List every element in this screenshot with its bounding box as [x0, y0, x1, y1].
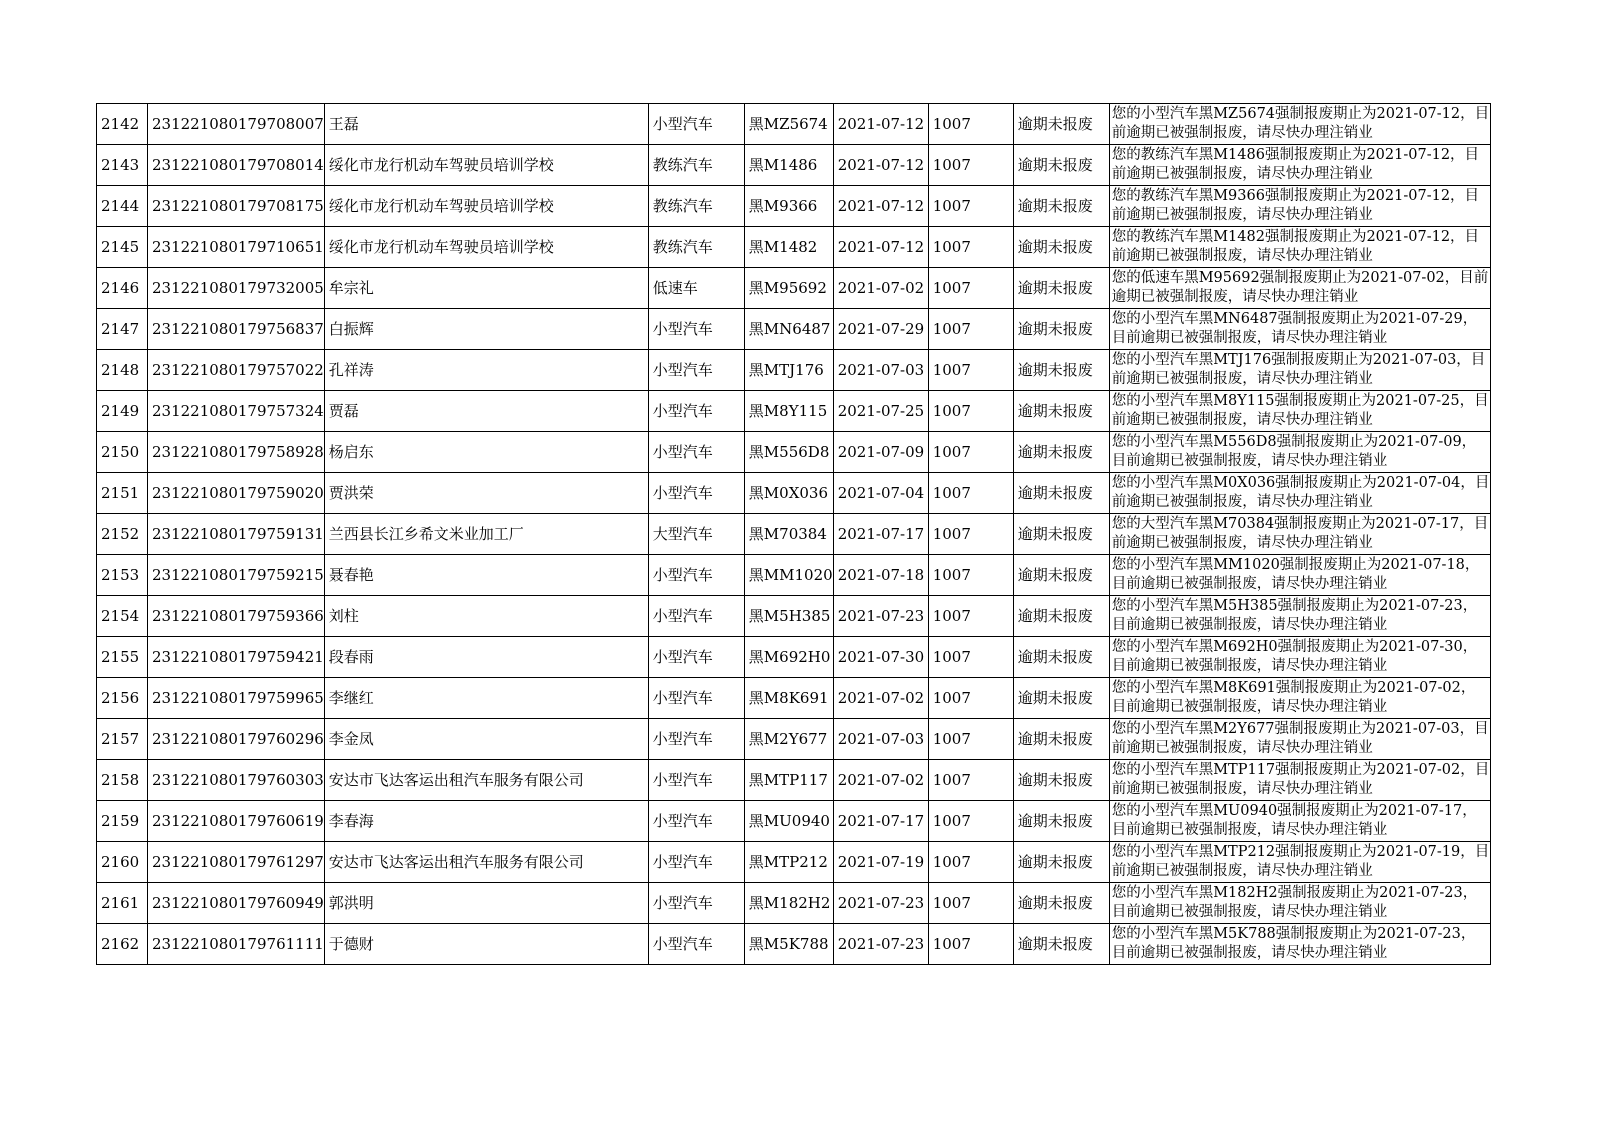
row-number-cell: 2159 — [97, 801, 148, 842]
owner-name-cell: 孔祥涛 — [324, 350, 648, 391]
row-number-cell: 2148 — [97, 350, 148, 391]
vehicle-type-cell: 小型汽车 — [648, 637, 744, 678]
owner-name-cell: 牟宗礼 — [324, 268, 648, 309]
table-body — [97, 104, 1491, 965]
scrap-date-cell: 2021-07-03 — [833, 719, 928, 760]
vehicle-type-cell: 小型汽车 — [648, 719, 744, 760]
status-cell: 逾期未报废 — [1013, 145, 1109, 186]
status-cell: 逾期未报废 — [1013, 350, 1109, 391]
code-cell: 1007 — [928, 719, 1013, 760]
status-cell: 逾期未报废 — [1013, 842, 1109, 883]
scrap-date-cell: 2021-07-02 — [833, 760, 928, 801]
table-row — [97, 350, 1491, 391]
plate-number-cell: 黑MN6487 — [744, 309, 833, 350]
notice-message-cell: 您的小型汽车黑M8K691强制报废期止为2021-07-02，目前逾期已被强制报废，请尽快办理注销业 — [1109, 678, 1490, 719]
plate-number-cell: 黑MZ5674 — [744, 104, 833, 145]
owner-name-cell: 白振辉 — [324, 309, 648, 350]
code-cell: 1007 — [928, 842, 1013, 883]
notice-message-cell: 您的小型汽车黑MTP117强制报废期止为2021-07-02，目前逾期已被强制报废，请尽快办理注销业 — [1109, 760, 1490, 801]
status-cell: 逾期未报废 — [1013, 432, 1109, 473]
row-number-cell: 2147 — [97, 309, 148, 350]
status-cell: 逾期未报废 — [1013, 719, 1109, 760]
row-number-cell: 2154 — [97, 596, 148, 637]
owner-name-cell: 兰西县长江乡希文米业加工厂 — [324, 514, 648, 555]
plate-number-cell: 黑M8K691 — [744, 678, 833, 719]
notice-message-cell: 您的教练汽车黑M1486强制报废期止为2021-07-12，目前逾期已被强制报废，请尽快办理注销业 — [1109, 145, 1490, 186]
table-row — [97, 432, 1491, 473]
table-row — [97, 637, 1491, 678]
record-id-cell: 231221080179759421 — [148, 637, 325, 678]
row-number-cell: 2144 — [97, 186, 148, 227]
table-row — [97, 268, 1491, 309]
scrap-date-cell: 2021-07-12 — [833, 104, 928, 145]
status-cell: 逾期未报废 — [1013, 473, 1109, 514]
plate-number-cell: 黑M0X036 — [744, 473, 833, 514]
scrap-date-cell: 2021-07-25 — [833, 391, 928, 432]
notice-message-cell: 您的小型汽车黑MZ5674强制报废期止为2021-07-12，目前逾期已被强制报废，请尽快办理注销业 — [1109, 104, 1490, 145]
plate-number-cell: 黑M692H0 — [744, 637, 833, 678]
scrap-date-cell: 2021-07-30 — [833, 637, 928, 678]
status-cell: 逾期未报废 — [1013, 924, 1109, 965]
status-cell: 逾期未报废 — [1013, 104, 1109, 145]
code-cell: 1007 — [928, 350, 1013, 391]
vehicle-type-cell: 教练汽车 — [648, 145, 744, 186]
status-cell: 逾期未报废 — [1013, 760, 1109, 801]
notice-message-cell: 您的小型汽车黑MN6487强制报废期止为2021-07-29，目前逾期已被强制报废，请尽快办理注销业 — [1109, 309, 1490, 350]
code-cell: 1007 — [928, 186, 1013, 227]
owner-name-cell: 王磊 — [324, 104, 648, 145]
table-row — [97, 555, 1491, 596]
record-id-cell: 231221080179710651 — [148, 227, 325, 268]
plate-number-cell: 黑M8Y115 — [744, 391, 833, 432]
plate-number-cell: 黑M9366 — [744, 186, 833, 227]
owner-name-cell: 刘柱 — [324, 596, 648, 637]
scrap-date-cell: 2021-07-18 — [833, 555, 928, 596]
table-row — [97, 678, 1491, 719]
table-row — [97, 227, 1491, 268]
notice-message-cell: 您的教练汽车黑M1482强制报废期止为2021-07-12，目前逾期已被强制报废，请尽快办理注销业 — [1109, 227, 1490, 268]
record-id-cell: 231221080179760296 — [148, 719, 325, 760]
notice-message-cell: 您的小型汽车黑M0X036强制报废期止为2021-07-04，目前逾期已被强制报废，请尽快办理注销业 — [1109, 473, 1490, 514]
plate-number-cell: 黑MM1020 — [744, 555, 833, 596]
vehicle-type-cell: 教练汽车 — [648, 227, 744, 268]
record-id-cell: 231221080179759020 — [148, 473, 325, 514]
vehicle-type-cell: 小型汽车 — [648, 924, 744, 965]
status-cell: 逾期未报废 — [1013, 309, 1109, 350]
notice-message-cell: 您的小型汽车黑MU0940强制报废期止为2021-07-17，目前逾期已被强制报废，请尽快办理注销业 — [1109, 801, 1490, 842]
record-id-cell: 231221080179708014 — [148, 145, 325, 186]
code-cell: 1007 — [928, 678, 1013, 719]
vehicle-type-cell: 教练汽车 — [648, 186, 744, 227]
plate-number-cell: 黑M1486 — [744, 145, 833, 186]
plate-number-cell: 黑MU0940 — [744, 801, 833, 842]
vehicle-type-cell: 低速车 — [648, 268, 744, 309]
table-row — [97, 145, 1491, 186]
vehicle-type-cell: 大型汽车 — [648, 514, 744, 555]
status-cell: 逾期未报废 — [1013, 883, 1109, 924]
vehicle-type-cell: 小型汽车 — [648, 473, 744, 514]
scrap-date-cell: 2021-07-12 — [833, 145, 928, 186]
status-cell: 逾期未报废 — [1013, 514, 1109, 555]
status-cell: 逾期未报废 — [1013, 555, 1109, 596]
code-cell: 1007 — [928, 555, 1013, 596]
notice-message-cell: 您的小型汽车黑MTP212强制报废期止为2021-07-19，目前逾期已被强制报废，请尽快办理注销业 — [1109, 842, 1490, 883]
vehicle-type-cell: 小型汽车 — [648, 678, 744, 719]
record-id-cell: 231221080179760619 — [148, 801, 325, 842]
vehicle-type-cell: 小型汽车 — [648, 309, 744, 350]
row-number-cell: 2155 — [97, 637, 148, 678]
record-id-cell: 231221080179760949 — [148, 883, 325, 924]
record-id-cell: 231221080179732005 — [148, 268, 325, 309]
owner-name-cell: 安达市飞达客运出租汽车服务有限公司 — [324, 760, 648, 801]
plate-number-cell: 黑M5K788 — [744, 924, 833, 965]
row-number-cell: 2150 — [97, 432, 148, 473]
table-row — [97, 186, 1491, 227]
owner-name-cell: 安达市飞达客运出租汽车服务有限公司 — [324, 842, 648, 883]
table-row — [97, 104, 1491, 145]
owner-name-cell: 聂春艳 — [324, 555, 648, 596]
row-number-cell: 2152 — [97, 514, 148, 555]
row-number-cell: 2162 — [97, 924, 148, 965]
notice-message-cell: 您的小型汽车黑M2Y677强制报废期止为2021-07-03，目前逾期已被强制报废，请尽快办理注销业 — [1109, 719, 1490, 760]
owner-name-cell: 绥化市龙行机动车驾驶员培训学校 — [324, 186, 648, 227]
row-number-cell: 2151 — [97, 473, 148, 514]
record-id-cell: 231221080179708175 — [148, 186, 325, 227]
vehicle-type-cell: 小型汽车 — [648, 391, 744, 432]
scrap-date-cell: 2021-07-03 — [833, 350, 928, 391]
code-cell: 1007 — [928, 596, 1013, 637]
vehicle-type-cell: 小型汽车 — [648, 555, 744, 596]
code-cell: 1007 — [928, 760, 1013, 801]
vehicle-type-cell: 小型汽车 — [648, 760, 744, 801]
table-row — [97, 801, 1491, 842]
status-cell: 逾期未报废 — [1013, 268, 1109, 309]
status-cell: 逾期未报废 — [1013, 678, 1109, 719]
code-cell: 1007 — [928, 432, 1013, 473]
scrap-date-cell: 2021-07-02 — [833, 268, 928, 309]
notice-message-cell: 您的小型汽车黑MTJ176强制报废期止为2021-07-03，目前逾期已被强制报废，请尽快办理注销业 — [1109, 350, 1490, 391]
owner-name-cell: 郭洪明 — [324, 883, 648, 924]
table-row — [97, 473, 1491, 514]
scrap-date-cell: 2021-07-23 — [833, 883, 928, 924]
table-row — [97, 883, 1491, 924]
scrap-date-cell: 2021-07-04 — [833, 473, 928, 514]
notice-message-cell: 您的小型汽车黑M8Y115强制报废期止为2021-07-25，目前逾期已被强制报废，请尽快办理注销业 — [1109, 391, 1490, 432]
owner-name-cell: 李继红 — [324, 678, 648, 719]
row-number-cell: 2156 — [97, 678, 148, 719]
record-id-cell: 231221080179759366 — [148, 596, 325, 637]
status-cell: 逾期未报废 — [1013, 227, 1109, 268]
table-row — [97, 842, 1491, 883]
code-cell: 1007 — [928, 227, 1013, 268]
plate-number-cell: 黑M556D8 — [744, 432, 833, 473]
table-row — [97, 596, 1491, 637]
code-cell: 1007 — [928, 104, 1013, 145]
row-number-cell: 2160 — [97, 842, 148, 883]
row-number-cell: 2161 — [97, 883, 148, 924]
notice-message-cell: 您的教练汽车黑M9366强制报废期止为2021-07-12，目前逾期已被强制报废，请尽快办理注销业 — [1109, 186, 1490, 227]
code-cell: 1007 — [928, 514, 1013, 555]
notice-message-cell: 您的小型汽车黑M556D8强制报废期止为2021-07-09，目前逾期已被强制报废，请尽快办理注销业 — [1109, 432, 1490, 473]
record-id-cell: 231221080179759215 — [148, 555, 325, 596]
code-cell: 1007 — [928, 637, 1013, 678]
owner-name-cell: 绥化市龙行机动车驾驶员培训学校 — [324, 227, 648, 268]
scrap-date-cell: 2021-07-17 — [833, 801, 928, 842]
table-row — [97, 719, 1491, 760]
scrap-date-cell: 2021-07-19 — [833, 842, 928, 883]
owner-name-cell: 李春海 — [324, 801, 648, 842]
record-id-cell: 231221080179708007 — [148, 104, 325, 145]
scrap-date-cell: 2021-07-09 — [833, 432, 928, 473]
plate-number-cell: 黑MTJ176 — [744, 350, 833, 391]
record-id-cell: 231221080179760303 — [148, 760, 325, 801]
plate-number-cell: 黑M5H385 — [744, 596, 833, 637]
notice-message-cell: 您的大型汽车黑M70384强制报废期止为2021-07-17，目前逾期已被强制报废，请尽快办理注销业 — [1109, 514, 1490, 555]
record-id-cell: 231221080179759131 — [148, 514, 325, 555]
owner-name-cell: 杨启东 — [324, 432, 648, 473]
row-number-cell: 2143 — [97, 145, 148, 186]
status-cell: 逾期未报废 — [1013, 391, 1109, 432]
owner-name-cell: 于德财 — [324, 924, 648, 965]
table-row — [97, 309, 1491, 350]
record-id-cell: 231221080179759965 — [148, 678, 325, 719]
notice-message-cell: 您的低速车黑M95692强制报废期止为2021-07-02，目前逾期已被强制报废，请尽快办理注销业 — [1109, 268, 1490, 309]
code-cell: 1007 — [928, 924, 1013, 965]
scrap-date-cell: 2021-07-12 — [833, 227, 928, 268]
record-id-cell: 231221080179757022 — [148, 350, 325, 391]
row-number-cell: 2149 — [97, 391, 148, 432]
plate-number-cell: 黑MTP212 — [744, 842, 833, 883]
code-cell: 1007 — [928, 309, 1013, 350]
row-number-cell: 2142 — [97, 104, 148, 145]
scrap-notice-table — [96, 103, 1491, 965]
status-cell: 逾期未报废 — [1013, 596, 1109, 637]
notice-message-cell: 您的小型汽车黑MM1020强制报废期止为2021-07-18，目前逾期已被强制报废，请尽快办理注销业 — [1109, 555, 1490, 596]
vehicle-type-cell: 小型汽车 — [648, 350, 744, 391]
scrap-date-cell: 2021-07-29 — [833, 309, 928, 350]
plate-number-cell: 黑MTP117 — [744, 760, 833, 801]
record-id-cell: 231221080179756837 — [148, 309, 325, 350]
code-cell: 1007 — [928, 801, 1013, 842]
row-number-cell: 2157 — [97, 719, 148, 760]
table-row — [97, 514, 1491, 555]
code-cell: 1007 — [928, 883, 1013, 924]
plate-number-cell: 黑M70384 — [744, 514, 833, 555]
code-cell: 1007 — [928, 145, 1013, 186]
plate-number-cell: 黑M182H2 — [744, 883, 833, 924]
owner-name-cell: 绥化市龙行机动车驾驶员培训学校 — [324, 145, 648, 186]
table-row — [97, 391, 1491, 432]
vehicle-type-cell: 小型汽车 — [648, 842, 744, 883]
notice-message-cell: 您的小型汽车黑M182H2强制报废期止为2021-07-23，目前逾期已被强制报废，请尽快办理注销业 — [1109, 883, 1490, 924]
owner-name-cell: 李金凤 — [324, 719, 648, 760]
owner-name-cell: 段春雨 — [324, 637, 648, 678]
code-cell: 1007 — [928, 391, 1013, 432]
row-number-cell: 2158 — [97, 760, 148, 801]
scrap-date-cell: 2021-07-17 — [833, 514, 928, 555]
status-cell: 逾期未报废 — [1013, 801, 1109, 842]
owner-name-cell: 贾磊 — [324, 391, 648, 432]
vehicle-type-cell: 小型汽车 — [648, 801, 744, 842]
scrap-date-cell: 2021-07-02 — [833, 678, 928, 719]
vehicle-type-cell: 小型汽车 — [648, 596, 744, 637]
plate-number-cell: 黑M95692 — [744, 268, 833, 309]
status-cell: 逾期未报废 — [1013, 637, 1109, 678]
scrap-date-cell: 2021-07-23 — [833, 596, 928, 637]
code-cell: 1007 — [928, 268, 1013, 309]
vehicle-type-cell: 小型汽车 — [648, 432, 744, 473]
notice-message-cell: 您的小型汽车黑M692H0强制报废期止为2021-07-30，目前逾期已被强制报废，请尽快办理注销业 — [1109, 637, 1490, 678]
record-id-cell: 231221080179758928 — [148, 432, 325, 473]
row-number-cell: 2145 — [97, 227, 148, 268]
notice-message-cell: 您的小型汽车黑M5K788强制报废期止为2021-07-23，目前逾期已被强制报废，请尽快办理注销业 — [1109, 924, 1490, 965]
scrap-date-cell: 2021-07-23 — [833, 924, 928, 965]
notice-message-cell: 您的小型汽车黑M5H385强制报废期止为2021-07-23，目前逾期已被强制报废，请尽快办理注销业 — [1109, 596, 1490, 637]
plate-number-cell: 黑M1482 — [744, 227, 833, 268]
code-cell: 1007 — [928, 473, 1013, 514]
record-id-cell: 231221080179761297 — [148, 842, 325, 883]
table-row — [97, 760, 1491, 801]
owner-name-cell: 贾洪荣 — [324, 473, 648, 514]
row-number-cell: 2146 — [97, 268, 148, 309]
row-number-cell: 2153 — [97, 555, 148, 596]
table-row — [97, 924, 1491, 965]
status-cell: 逾期未报废 — [1013, 186, 1109, 227]
plate-number-cell: 黑M2Y677 — [744, 719, 833, 760]
vehicle-type-cell: 小型汽车 — [648, 883, 744, 924]
scrap-date-cell: 2021-07-12 — [833, 186, 928, 227]
record-id-cell: 231221080179757324 — [148, 391, 325, 432]
vehicle-type-cell: 小型汽车 — [648, 104, 744, 145]
record-id-cell: 231221080179761111 — [148, 924, 325, 965]
